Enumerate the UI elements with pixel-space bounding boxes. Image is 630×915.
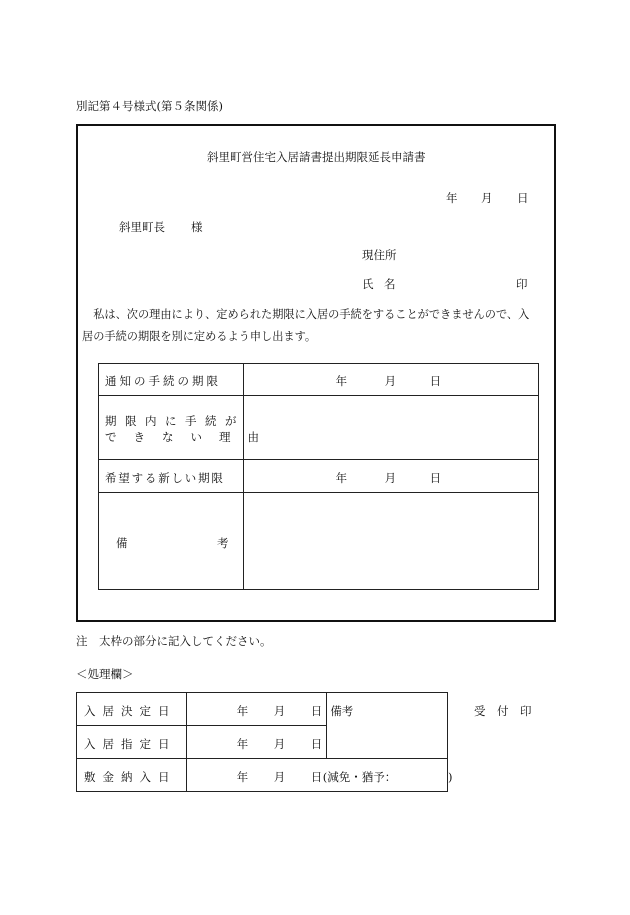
address-label: 現住所 <box>362 248 397 262</box>
reason-input-cell[interactable] <box>243 396 538 460</box>
table-row <box>99 364 539 396</box>
deposit-date-month: 月 <box>273 770 286 784</box>
reason-label-cell <box>99 396 276 460</box>
table-row <box>77 693 448 726</box>
form-number: 別記第４号様式(第５条関係) <box>76 99 223 113</box>
reason-label-line-2: できない理由 <box>105 430 276 444</box>
deposit-date-day: 日 <box>310 770 323 784</box>
body-text-line-1: 私は、次の理由により、定められた期限に入居の手続をすることができませんので、入 <box>82 308 530 321</box>
designated-date-year: 年 <box>236 737 249 751</box>
deadline-year: 年 <box>335 374 348 388</box>
deadline-month: 月 <box>384 374 397 388</box>
decision-date-day: 日 <box>310 704 323 718</box>
deadline-date-cell[interactable] <box>243 364 538 396</box>
table-row <box>99 396 539 460</box>
deposit-date-label-cell <box>77 759 187 792</box>
deadline-label: 通知の手続の期限 <box>105 374 221 388</box>
decision-date-year: 年 <box>236 704 249 718</box>
table-row <box>99 460 539 493</box>
name-label-1: 氏 <box>362 277 374 291</box>
designated-date-month: 月 <box>273 737 286 751</box>
application-frame <box>76 124 556 622</box>
processing-remarks-cell[interactable] <box>327 693 448 759</box>
decision-date-label-cell <box>77 693 187 726</box>
new-deadline-date-cell[interactable] <box>243 460 538 493</box>
designated-date-label: 入居指定日 <box>84 737 177 751</box>
new-deadline-label: 希望する新しい期限 <box>105 471 225 485</box>
designated-date-label-cell <box>77 726 187 759</box>
designated-date-day: 日 <box>310 737 323 751</box>
date-month-label: 月 <box>481 191 493 205</box>
deposit-date-label: 敷金納入日 <box>84 770 177 784</box>
new-deadline-day: 日 <box>429 471 442 485</box>
new-deadline-label-cell <box>99 460 244 493</box>
processing-remarks-label: 備考 <box>330 704 354 718</box>
new-deadline-month: 月 <box>384 471 397 485</box>
deposit-exemption-note: (減免・猶予： ) <box>322 770 453 784</box>
remarks-input-cell[interactable] <box>243 493 538 590</box>
deposit-date-year: 年 <box>236 770 249 784</box>
reason-label-line-1: 期限内に手続が <box>105 414 245 428</box>
form-note: 注 太枠の部分に記入してください。 <box>76 634 272 648</box>
decision-date-label: 入居決定日 <box>84 704 177 718</box>
form-title: 斜里町営住宅入居請書提出期限延長申請書 <box>207 150 426 164</box>
new-deadline-year: 年 <box>335 471 348 485</box>
decision-date-month: 月 <box>273 704 286 718</box>
decision-date-cell[interactable] <box>186 693 327 726</box>
remarks-label-cell <box>99 493 244 590</box>
processing-heading: ＜処理欄＞ <box>76 667 134 681</box>
body-text-line-2: 居の手続の期限を別に定めるよう申し出ます。 <box>82 330 317 343</box>
date-day-label: 日 <box>517 191 529 205</box>
name-label-2: 名 <box>384 277 396 291</box>
receipt-stamp-label: 受 付 印 <box>474 704 532 718</box>
designated-date-cell[interactable] <box>186 726 327 759</box>
honorific: 様 <box>191 220 203 234</box>
deadline-label-cell <box>99 364 244 396</box>
seal-label: 印 <box>516 277 528 291</box>
deadline-day: 日 <box>429 374 442 388</box>
remarks-label-left: 備 <box>116 536 128 550</box>
date-year-label: 年 <box>446 191 458 205</box>
table-row <box>77 759 448 792</box>
table-row <box>99 493 539 590</box>
remarks-label-right: 考 <box>217 536 229 550</box>
application-table <box>98 363 539 590</box>
processing-table <box>76 692 453 792</box>
deposit-date-cell[interactable] <box>186 759 453 792</box>
addressee: 斜里町長 <box>119 220 165 234</box>
